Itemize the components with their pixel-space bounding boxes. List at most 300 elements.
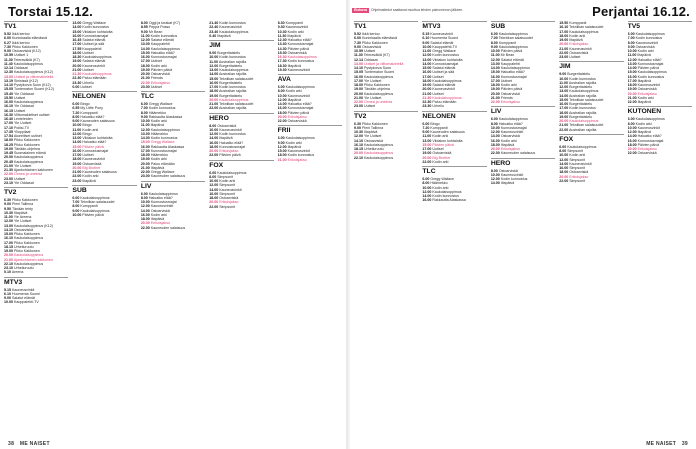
program-title: Kauneusvinkit xyxy=(637,125,660,130)
program-title: Erikoisjakso xyxy=(500,147,520,151)
program-time: 16.00 xyxy=(140,212,150,217)
program-time: 18.00 xyxy=(72,50,82,55)
channel-name: JIM xyxy=(559,61,623,71)
program-time: 14.10 xyxy=(4,83,13,87)
program-title: Yle Uutiset xyxy=(363,78,382,83)
program-time: 9.30 xyxy=(277,25,285,30)
program-time: 20.00 xyxy=(4,155,13,160)
program-time: 17.00 xyxy=(559,29,569,34)
program-title: Kauneusvinkit xyxy=(569,161,592,166)
program-time: 6.00 xyxy=(140,102,148,106)
program-title: Pikku Kakkonen xyxy=(362,40,388,45)
program-title: Kaukolaisoppimus xyxy=(219,97,249,102)
program-time: 16.00 xyxy=(422,198,432,203)
program-title: Uutiset xyxy=(432,147,444,151)
program-title: Kunnostusmajat xyxy=(150,148,177,153)
program-title: Pikku Kakkonen xyxy=(14,142,40,147)
program-time: 17.00 xyxy=(140,59,150,64)
program-time: 20.00 xyxy=(559,42,569,47)
channel-block xyxy=(278,125,342,162)
program-title: Kaukolaisoppimus xyxy=(80,195,110,200)
program-time: 21.40 xyxy=(209,21,219,25)
program-time: 17.00 xyxy=(422,74,432,79)
program-title: Ostoarviskä xyxy=(432,151,452,156)
program-time: 21.00 xyxy=(209,102,219,106)
program-title: Ostoarviskä xyxy=(14,227,33,232)
program-entry xyxy=(209,34,273,38)
program-time: 21.00 xyxy=(490,95,500,100)
program-time: 20.00 xyxy=(422,87,432,92)
program-title: Häämekko xyxy=(150,131,168,136)
program-time: 8.00 xyxy=(277,89,285,94)
right-page xyxy=(350,0,696,449)
program-title: Uutiset xyxy=(82,153,94,157)
program-entry xyxy=(141,226,205,230)
program-title: Friends xyxy=(150,76,163,81)
channel-name: NELONEN xyxy=(422,111,486,121)
program-title: Simpsonit xyxy=(219,183,235,188)
program-time: 22.00 xyxy=(627,151,637,156)
program-time: 16.00 xyxy=(140,55,150,59)
program-time: 18.00 xyxy=(209,196,219,200)
program-entry xyxy=(209,153,273,157)
program-time: 13.00 xyxy=(140,131,150,136)
program-title: Rakkautta Alaskassa xyxy=(432,198,466,203)
program-time: 17.00 xyxy=(627,78,637,83)
listing-column xyxy=(72,21,136,438)
program-title: Kaukolaisoppimus xyxy=(14,155,44,160)
program-title: Kaukolaisoppimus xyxy=(500,66,530,70)
program-title: Oggi ja torakat (K7) xyxy=(148,21,180,25)
program-time: 23.10 xyxy=(4,180,13,185)
program-title: Pikku Kakkonen xyxy=(14,232,40,236)
program-entry xyxy=(209,106,273,110)
program-entry xyxy=(628,151,692,155)
program-title: Kunnostusmajat xyxy=(150,200,177,204)
program-title: Kumppanit xyxy=(569,21,587,25)
program-time: 8.30 xyxy=(277,21,285,25)
program-time: 13.00 xyxy=(559,89,569,94)
program-time: 8.00 xyxy=(422,181,430,186)
program-time: 9.50 xyxy=(4,206,11,211)
program-time: 17.00 xyxy=(354,78,363,83)
program-time: 10.00 xyxy=(627,49,637,53)
program-time: 17.30 xyxy=(277,59,287,64)
program-time: 13.00 xyxy=(627,61,637,66)
right-magazine-name: ME NAISET xyxy=(646,441,677,447)
program-title: Kauppalehti-TV xyxy=(432,44,458,49)
program-title: Iltapäivä xyxy=(287,33,301,38)
program-time: 16.00 xyxy=(354,74,363,79)
program-entry xyxy=(4,181,68,185)
program-time: 6.00 xyxy=(140,191,148,196)
program-title: Haluatko elää? xyxy=(219,140,244,145)
program-entry xyxy=(491,151,555,155)
program-title: Uutiset xyxy=(150,84,162,89)
program-title: Haluatko elää? xyxy=(287,102,312,106)
program-time: 9.00 xyxy=(277,140,285,145)
program-title: Kaukolaisoppimus xyxy=(148,191,178,196)
program-time: 15.50 xyxy=(4,95,13,100)
program-time: 16.10 xyxy=(4,236,13,241)
program-entry xyxy=(422,160,486,164)
program-time: 9.00 xyxy=(72,208,80,213)
program-title: Kauneusvinkit xyxy=(219,187,242,192)
program-entry xyxy=(628,100,692,104)
program-title: Australian rajoilla xyxy=(219,106,247,111)
program-title: Iltapäivä xyxy=(287,144,302,149)
program-time: 7.00 xyxy=(140,106,148,111)
program-title: Pieni Tallinna xyxy=(362,125,384,130)
program-title: Iltapäivä xyxy=(500,181,515,186)
program-time: 15.00 xyxy=(4,232,13,236)
program-time: 22.00 xyxy=(627,100,637,104)
program-title: Big Brother xyxy=(432,155,451,160)
program-title: Kauneusvinkit xyxy=(500,172,524,177)
program-time: 8.00 xyxy=(140,110,148,115)
program-time: 19.00 xyxy=(4,249,13,253)
program-title: Kunnostusmajat xyxy=(500,74,527,79)
program-time: 6.00 xyxy=(559,144,567,149)
program-title: Uutiset ja viittomakielellä xyxy=(364,61,404,66)
program-time: 12.00 xyxy=(4,219,13,224)
program-title: Kaukolaisoppimus xyxy=(569,119,599,123)
program-entry xyxy=(278,68,342,72)
program-title: Erikoisjakso xyxy=(637,147,657,151)
program-title: Urheiluruutu xyxy=(14,244,34,249)
program-time: 20.00 xyxy=(140,161,150,166)
program-title: Kaukolaisoppimus xyxy=(285,85,315,89)
program-title: Uutiset xyxy=(432,74,444,79)
program-time: 20.00 xyxy=(209,97,219,102)
program-title: Haluatko elää? xyxy=(80,114,105,119)
program-title: Kodin kunnostus xyxy=(148,106,176,111)
program-time: 18.00 xyxy=(422,78,432,83)
program-title: Haluatko elää? xyxy=(498,121,523,126)
right-page-number: 39 xyxy=(681,441,688,447)
program-time: 21.00 xyxy=(354,95,363,100)
program-title: Ostoarviskä (K12) xyxy=(12,49,41,53)
program-title: Kauppalehti-TV xyxy=(14,300,39,305)
program-title: Australian rajoilla xyxy=(569,93,597,98)
program-time: 13.00 xyxy=(72,136,82,140)
program-time: 22.00 xyxy=(422,159,432,164)
program-title: Kauneusvinkit xyxy=(12,287,35,292)
program-title: Burgeritaistelu xyxy=(219,93,243,98)
program-title: Kunnostusmajat xyxy=(82,33,109,38)
program-time: 11.00 xyxy=(627,53,637,58)
program-time: 14.00 xyxy=(559,93,569,98)
channel-block xyxy=(559,134,623,183)
program-entry xyxy=(278,119,342,123)
channel-name: MTV3 xyxy=(422,21,486,31)
program-title: Kodin arki xyxy=(287,29,304,34)
program-time: 17.55 xyxy=(72,46,82,51)
program-title: Kodin arki xyxy=(150,212,167,217)
program-title: Australian rajoilla xyxy=(219,89,247,94)
program-title: Pikku Kakkonen xyxy=(364,83,390,87)
program-title: Kodin kunnostus xyxy=(287,59,315,64)
program-title: Kunnostusmajat xyxy=(219,144,245,149)
program-time: 23.10 xyxy=(4,266,13,270)
program-time: 16.45 xyxy=(72,38,82,42)
program-time: 21.00 xyxy=(277,157,287,162)
channel-name: TV1 xyxy=(4,21,68,31)
program-time: 16.00 xyxy=(4,100,13,104)
channel-name: LIV xyxy=(141,181,205,191)
program-time: 19.00 xyxy=(422,83,432,87)
program-time: 9.00 xyxy=(209,51,217,55)
program-time: 18.00 xyxy=(140,217,150,221)
program-time: 19.00 xyxy=(354,87,363,92)
program-time: 14.00 xyxy=(209,187,219,192)
program-time: 8.00 xyxy=(72,114,80,119)
program-title: Kodin arki xyxy=(219,179,236,183)
program-time: 8.00 xyxy=(627,121,635,126)
program-title: Kumppanit xyxy=(498,40,516,45)
program-title: Yle Uutiset xyxy=(13,121,32,126)
program-title: Kauppalehti xyxy=(82,46,102,51)
program-time: 15.00 xyxy=(559,97,569,102)
channel-block xyxy=(72,21,136,89)
program-time: 18.00 xyxy=(559,33,569,38)
program-time: 10.00 xyxy=(209,127,219,132)
program-title: Yle Oddasat xyxy=(13,104,34,109)
program-time: 19.00 xyxy=(140,67,150,72)
program-title: Kauppalehti xyxy=(150,42,170,47)
program-time: 12.00 xyxy=(140,204,150,209)
program-time: 7.00 xyxy=(72,200,80,204)
program-time: 12.00 xyxy=(422,53,432,58)
program-title: Pikku Kakkonen xyxy=(14,138,40,143)
program-time: 16.00 xyxy=(490,74,500,79)
program-time: 20.45 xyxy=(4,159,13,164)
program-title: Kodin kunnostus xyxy=(219,21,246,25)
program-title: Oddasat xyxy=(364,57,378,62)
program-title: Kaukolaisoppimus xyxy=(82,55,112,59)
program-title: Päivien päivä xyxy=(287,46,310,51)
program-time: 20.00 xyxy=(140,221,150,226)
program-time: 14.00 xyxy=(140,136,150,140)
program-title: Viittomakieliset uutiset xyxy=(14,112,50,117)
program-time: 8.55 xyxy=(140,25,148,30)
program-title: Paluu elämään xyxy=(432,100,457,104)
program-title: Päivien päivä xyxy=(219,153,241,158)
program-title: Kaukolaisoppimus xyxy=(432,95,462,100)
program-title: Kaukolaisoppimus xyxy=(498,32,528,36)
program-time: 18.00 xyxy=(277,110,287,115)
program-time: 23.30 xyxy=(72,80,82,85)
channel-block xyxy=(354,21,418,109)
program-title: Tuntematon Suomi xyxy=(363,70,395,75)
program-title: Iltapäivä xyxy=(82,178,96,183)
program-time: 8.00 xyxy=(490,40,498,45)
program-time: 9.00 xyxy=(140,29,148,34)
program-title: Ostoarviskä xyxy=(637,87,657,92)
program-time: 12.30 xyxy=(4,70,13,75)
program-title: Bingo xyxy=(82,131,92,136)
program-time: 16.40 xyxy=(4,117,13,121)
program-title: Salatut elämät xyxy=(82,38,106,42)
program-time: 15.00 xyxy=(140,140,150,145)
program-title: Kodin kunnostus xyxy=(500,177,528,181)
program-time: 15.00 xyxy=(490,70,500,75)
program-title: Ylioppilaat xyxy=(13,129,31,134)
program-title: Kaukolaisoppimus xyxy=(287,55,317,59)
program-title: Iltapäivä xyxy=(219,136,233,141)
program-title: Alueelliset uutiset xyxy=(13,134,42,138)
program-time: 21.00 xyxy=(72,67,82,72)
program-title: Simpsonit xyxy=(219,191,235,196)
program-title: Australian rajoilla xyxy=(218,59,247,64)
program-title: Häämekko xyxy=(430,181,448,186)
channel-name: SUB xyxy=(72,185,136,195)
program-title: Iltapäivä xyxy=(364,130,378,134)
program-title: Uutiset xyxy=(82,50,94,55)
program-title: Kunnostusmajat xyxy=(287,42,314,47)
program-time: 6.00 xyxy=(627,117,635,122)
program-time: 23.00 xyxy=(354,104,363,109)
program-time: 13.30 xyxy=(277,42,287,47)
program-time: 20.00 xyxy=(354,91,363,96)
program-title: Rakkautta Alaskassa xyxy=(148,114,183,119)
program-time: 15.30 xyxy=(277,50,287,55)
program-time: 21.00 xyxy=(140,165,150,170)
program-time: 10.30 xyxy=(277,29,287,34)
program-time: 17.35 xyxy=(4,129,13,134)
program-title: Päivien päivä xyxy=(500,87,523,92)
program-title: Tekniikan salaisuudet xyxy=(569,97,604,102)
channel-block xyxy=(559,61,623,132)
program-time: 23.30 xyxy=(422,104,432,109)
program-title: Kaukolaisoppimus xyxy=(569,29,599,34)
program-title: Kauneusvinkit xyxy=(82,157,105,162)
program-title: Simpsonit xyxy=(569,166,585,170)
program-title: Kauneusvinkit xyxy=(219,25,242,30)
program-title: Kaukolaisoppimus xyxy=(635,117,665,122)
program-title: Kaukolaisoppimus xyxy=(219,68,249,72)
program-time: 18.00 xyxy=(277,153,287,158)
program-title: Huomenta Suomi xyxy=(12,291,40,296)
program-time: 14.10 xyxy=(354,138,363,143)
program-time: 22.00 xyxy=(209,204,219,209)
program-time: 7.30 xyxy=(4,44,11,49)
program-title: Iltapäivä xyxy=(14,210,28,215)
program-time: 6.30 xyxy=(4,198,11,202)
listing-column xyxy=(559,21,623,438)
program-time: 22.00 xyxy=(140,80,150,85)
program-time: 15.50 xyxy=(559,21,569,25)
program-title: Rakkautta Alaskassa xyxy=(150,144,185,149)
program-title: Burgeritaistelu xyxy=(567,72,591,77)
program-time: 23.00 xyxy=(4,176,13,181)
program-time: 12.00 xyxy=(209,132,219,136)
program-time: 17.54 xyxy=(4,134,13,138)
program-title: Kaukolaisoppimus xyxy=(364,151,394,156)
program-title: Kaukolaisoppimus (K12) xyxy=(14,70,53,75)
program-time: 20.00 xyxy=(140,72,150,76)
program-title: Simpsonit xyxy=(217,174,233,179)
program-time: 21.00 xyxy=(72,170,82,174)
program-time: 9.00 xyxy=(422,130,430,134)
program-title: Kunnostusmajat xyxy=(287,106,314,111)
program-title: Urheilu xyxy=(82,80,94,85)
program-title: Kaukolaisoppimus xyxy=(364,74,394,79)
program-time: 22.00 xyxy=(354,100,363,104)
program-time: 13.00 xyxy=(422,57,432,62)
program-title: Iltapäivä xyxy=(217,33,231,38)
program-time: 22.00 xyxy=(209,153,219,158)
program-time: 5.52 xyxy=(4,32,11,36)
program-time: 16.10 xyxy=(354,142,363,147)
channel-name: TV2 xyxy=(4,187,68,197)
program-title: Australian rajoilla xyxy=(568,80,597,85)
program-time: 17.10 xyxy=(4,125,13,130)
program-title: Kaukolaisoppimus xyxy=(82,72,112,76)
program-time: 11.00 xyxy=(559,80,569,85)
program-title: Huomenta Suomi xyxy=(430,36,459,41)
program-title: Uutiset xyxy=(14,176,26,181)
program-time: 22.00 xyxy=(209,106,219,111)
program-title: Kodin arki xyxy=(635,121,652,126)
program-title: Kodin arki xyxy=(500,83,517,87)
program-time: 20.00 xyxy=(277,114,287,119)
channel-name: AVA xyxy=(278,74,342,84)
program-title: Uutiset xyxy=(82,67,94,72)
program-title: Burgeritaistelu xyxy=(569,102,593,106)
program-time: 15.05 xyxy=(354,70,363,75)
channel-block xyxy=(422,111,486,165)
program-time: 22.00 xyxy=(559,50,569,55)
channel-block xyxy=(141,181,205,230)
program-time: 23.00 xyxy=(140,174,150,179)
program-time: 14.10 xyxy=(4,227,13,232)
program-time: 10.00 xyxy=(72,123,82,128)
program-time: 22.10 xyxy=(354,155,363,160)
program-time: 14.00 xyxy=(490,181,500,186)
channel-block xyxy=(491,21,555,104)
program-title: Uutiset xyxy=(432,91,444,96)
program-title: Yle Uutiset xyxy=(13,219,32,224)
program-title: Kaukolaisoppimus xyxy=(569,89,599,94)
program-title: Kodin kunnostus xyxy=(150,136,178,140)
program-time: 20.00 xyxy=(627,147,637,151)
program-title: Kauneusvinkit xyxy=(82,63,105,68)
program-time: 14.00 xyxy=(209,136,219,141)
right-footer xyxy=(646,441,688,447)
program-time: 10.30 xyxy=(4,210,13,215)
program-time: 19.00 xyxy=(4,146,13,151)
program-time: 10.00 xyxy=(209,179,219,183)
program-title: Uutiset xyxy=(150,59,162,64)
program-time: 17.00 xyxy=(72,153,82,157)
program-time: 18.00 xyxy=(72,157,82,162)
program-time: 16.00 xyxy=(627,138,637,143)
program-time: 19.00 xyxy=(72,59,82,64)
program-time: 23.00 xyxy=(559,55,569,59)
program-title: Kaukolaisoppimus xyxy=(14,261,44,266)
program-entry xyxy=(491,100,555,104)
program-time: 16.10 xyxy=(559,25,569,30)
program-title: Päivien päivä xyxy=(637,66,660,70)
program-title: Burgeritaistelu xyxy=(219,63,243,68)
program-title: Kaukolaisoppimus xyxy=(14,253,44,258)
program-time: 9.00 xyxy=(4,296,11,300)
program-time: 22.40 xyxy=(209,25,219,30)
program-time: 17.00 xyxy=(72,42,82,47)
program-time: 16.00 xyxy=(559,166,569,170)
program-time: 11.00 xyxy=(422,49,432,53)
